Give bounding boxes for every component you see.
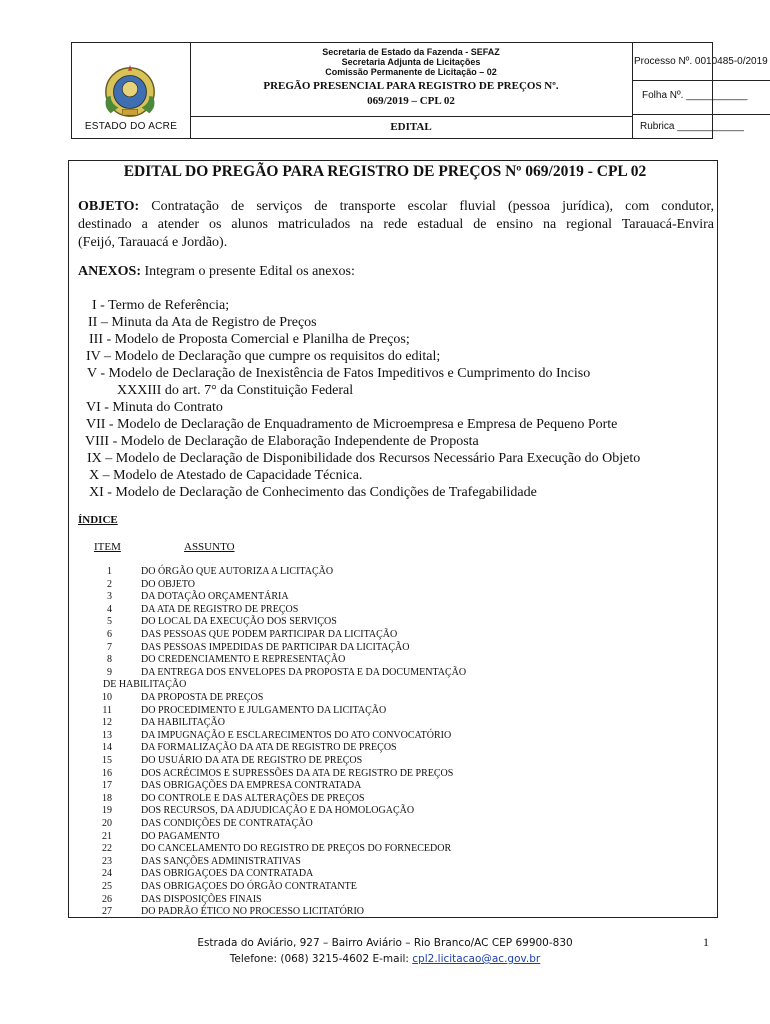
toc-item-number: 24 [102,868,112,880]
toc-item-title: DA PROPOSTA DE PREÇOS [141,692,264,703]
toc-item-number: 14 [102,742,112,754]
toc-item-number: 25 [102,881,112,892]
toc-item-number: 26 [102,893,112,905]
toc-item-number: 6 [107,629,112,640]
toc-item-title: DE HABILITAÇÃO [103,679,187,691]
toc-item-number: 3 [107,591,112,603]
footer-phone: Telefone: (068) 3215-4602 E-mail: [229,953,413,965]
toc-item-number: 5 [107,616,112,628]
toc-item-title: DAS OBRIGAÇOES DA CONTRATADA [141,868,314,880]
toc-item-number: 13 [102,729,112,741]
toc-item-title: DOS RECURSOS, DA ADJUDICAÇÃO E DA HOMOLOGAÇÃO [141,805,415,817]
toc-item-title: DA IMPUGNAÇÃO E ESCLARECIMENTOS DO ATO CONVOCATÓRIO [141,729,452,741]
toc-item-number: 20 [102,818,112,829]
objeto-paragraph [78,198,714,252]
toc-col-assunto: ASSUNTO [184,541,235,553]
pregao-line-2: 069/2019 – CPL 02 [367,95,455,107]
toc-item-title: DA ATA DE REGISTRO DE PREÇOS [141,603,299,615]
header-institution-block [190,43,632,117]
toc-item-title: DO OBJETO [141,578,195,590]
annex-item: XXXIII do art. 7° da Constituição Federal [117,383,354,398]
toc-item-number: 15 [102,755,112,766]
indice-heading: ÍNDICE [78,514,118,526]
toc-item-title: DO CREDENCIAMENTO E REPRESENTAÇÃO [141,654,346,666]
objeto-line-2: destinado a atender os alunos matriculados na rede estadual de ensino na regional Tarauacá-Envira [78,217,714,232]
toc-col-item: ITEM [94,541,121,553]
annex-item: I - Termo de Referência; [92,298,230,313]
objeto-label: OBJETO: [78,199,140,214]
toc-item-number: 9 [107,666,112,678]
anexos-paragraph [78,263,714,281]
anexos-label: ANEXOS: [78,264,142,279]
footer-contact [0,953,770,965]
toc-item-title: DA HABILITAÇÃO [141,717,225,729]
toc-item-title: DAS SANÇÕES ADMINISTRATIVAS [141,855,301,867]
pregao-line-1: PREGÃO PRESENCIAL PARA REGISTRO DE PREÇOS Nº. [263,80,559,92]
toc-item-title: DO ÓRGÃO QUE AUTORIZA A LICITAÇÃO [141,566,334,577]
toc-item-number: 21 [102,830,112,842]
anexos-text: Integram o presente Edital os anexos: [144,264,355,279]
annex-item: VIII - Modelo de Declaração de Elaboração Independente de Proposta [85,434,479,449]
annex-item: XI - Modelo de Declaração de Conhecimento das Condições de Trafegabilidade [89,485,537,500]
toc-item-number: 27 [102,906,112,918]
toc-item-number: 22 [102,843,112,855]
page-number: 1 [703,935,709,949]
toc-item-number: 10 [102,692,112,703]
toc-item-number: 7 [107,641,112,653]
toc-item-title: DO PROCEDIMENTO E JULGAMENTO DA LICITAÇÃO [141,704,387,716]
objeto-line-3: (Feijó, Tarauacá e Jordão). [78,235,228,250]
logo-cell [72,43,191,138]
toc-item-title: DAS PESSOAS QUE PODEM PARTICIPAR DA LICITAÇÃO [141,629,398,640]
doc-type-label: EDITAL [390,121,432,133]
toc-item-title: DA FORMALIZAÇÃO DA ATA DE REGISTRO DE PREÇOS [141,742,397,754]
toc-item-title: DA ENTREGA DOS ENVELOPES DA PROPOSTA E DA DOCUMENTAÇÃO [141,666,467,678]
toc-item-title: DO PAGAMENTO [141,830,220,842]
document-header [71,42,768,139]
secretaria-adjunta-line: Secretaria Adjunta de Licitações [341,57,481,67]
annex-item: VII - Modelo de Declaração de Enquadramento de Microempresa e Empresa de Pequeno Porte [86,417,618,432]
toc-item-title: DAS OBRIGAÇÕES DA EMPRESA CONTRATADA [141,780,362,792]
annex-item: IX – Modelo de Declaração de Disponibilidade dos Recursos Necessário Para Execução do Objeto [87,451,641,466]
toc-item-number: 18 [102,792,112,804]
toc-item-title: DO PADRÃO ÉTICO NO PROCESSO LICITATÓRIO [141,906,365,918]
title-cell [190,43,633,138]
toc-item-number: 2 [107,578,112,590]
annex-item: III - Modelo de Proposta Comercial e Planilha de Preços; [89,332,410,347]
toc-item-title: DAS CONDIÇÕES DE CONTRATAÇÃO [141,818,313,829]
annex-item: V - Modelo de Declaração de Inexistência de Fatos Impeditivos e Cumprimento do Inciso [87,366,591,381]
process-cell [632,43,768,138]
toc-item-number: 1 [107,566,112,577]
toc-item-title: DO CONTROLE E DAS ALTERAÇÕES DE PREÇOS [141,792,365,804]
annex-item: IV – Modelo de Declaração que cumpre os requisitos do edital; [86,349,441,364]
toc-item-number: 16 [102,767,112,779]
rubrica-field: Rubrica ____________ [640,121,744,132]
state-label: ESTADO DO ACRE [84,121,178,132]
toc-item-title: DAS PESSOAS IMPEDIDAS DE PARTICIPAR DA LICITAÇÃO [141,641,410,653]
toc-item-number: 19 [102,805,112,817]
toc-item-title: DAS OBRIGAÇOES DO ÓRGÃO CONTRATANTE [141,881,357,892]
toc-item-number: 8 [107,654,112,666]
toc-item-title: DOS ACRÉCIMOS E SUPRESSÕES DA ATA DE REGISTRO DE PREÇOS [141,767,454,779]
toc-item-title: DO CANCELAMENTO DO REGISTRO DE PREÇOS DO FORNECEDOR [141,843,452,855]
footer-address: Estrada do Aviário, 927 – Bairro Aviário – Rio Branco/AC CEP 69900-830 [197,937,573,949]
comissao-line: Comissão Permanente de Licitação – 02 [325,67,497,77]
processo-number: Processo Nº. 0010485-0/2019 [632,43,770,81]
toc-item-number: 23 [102,855,112,867]
toc-item-title: DO USUÁRIO DA ATA DE REGISTRO DE PREÇOS [141,755,363,766]
toc-item-number: 12 [102,717,112,729]
toc-item-title: DAS DISPOSIÇÕES FINAIS [141,893,262,905]
toc-item-title: DO LOCAL DA EXECUÇÃO DOS SERVIÇOS [141,616,337,628]
annex-item: VI - Minuta do Contrato [86,400,223,415]
objeto-line-1: Contratação de serviços de transporte escolar fluvial (pessoa jurídica), com condutor, [151,199,714,214]
page-title: EDITAL DO PREGÃO PARA REGISTRO DE PREÇOS Nº 069/2019 - CPL 02 [123,163,647,180]
folha-field: Folha Nº. ___________ [632,81,770,115]
acre-coat-of-arms-icon [101,63,159,121]
secretaria-line: Secretaria de Estado da Fazenda - SEFAZ [322,47,500,57]
footer-email-link[interactable]: cpl2.licitacao@ac.gov.br [412,953,541,965]
toc-item-number: 11 [102,704,112,716]
toc-item-number: 17 [102,780,112,792]
annex-item: X – Modelo de Atestado de Capacidade Técnica. [89,468,363,483]
annex-item: II – Minuta da Ata de Registro de Preços [88,315,317,330]
toc-item-number: 4 [107,603,112,615]
toc-item-title: DA DOTAÇÃO ORÇAMENTÁRIA [141,591,289,603]
